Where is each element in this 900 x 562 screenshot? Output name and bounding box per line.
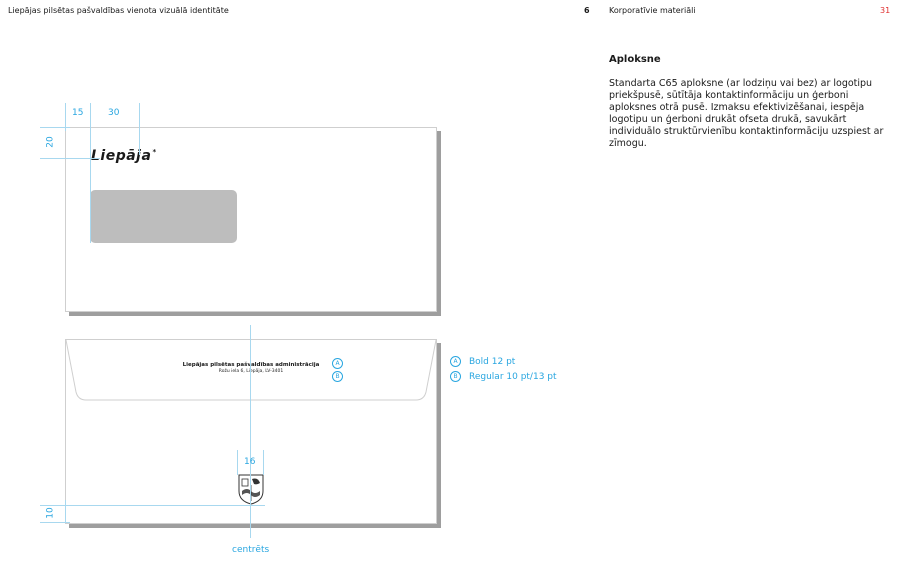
envelope-window (90, 190, 237, 243)
guide-front-20 (40, 158, 100, 159)
logo-star-icon: * (152, 148, 157, 156)
section-heading: Aploksne (609, 54, 661, 65)
logo-wordmark: Liepāja (91, 148, 152, 164)
marker-a: A (332, 358, 343, 369)
guide-back-bottom-line (40, 505, 265, 506)
guide-back-center (250, 325, 251, 538)
header-right-title: Korporatīvie materiāli (609, 6, 696, 15)
legend-marker-a: A (450, 356, 461, 367)
guide-back-left (65, 500, 66, 522)
legend-marker-b: B (450, 371, 461, 382)
header-left-title: Liepājas pilsētas pašvaldības vienota vizuālā identitāte (8, 6, 229, 15)
dim-front-side: 20 (45, 136, 56, 148)
legend-item-b (450, 371, 557, 382)
guide-crest-left (237, 450, 238, 475)
header-left-page-number: 6 (584, 6, 590, 15)
envelope-back (65, 339, 437, 524)
centered-label: centrēts (232, 545, 270, 555)
sender-block (156, 362, 346, 374)
sender-name: Liepājas pilsētas pašvaldības administrācija (182, 362, 320, 368)
dim-front-top: 30 (108, 108, 120, 118)
legend-item-a (450, 356, 515, 367)
envelope-front (65, 127, 437, 312)
dim-crest: 16 (244, 457, 256, 467)
guide-front-15 (90, 103, 91, 243)
section-body: Standarta C65 aploksne (ar lodziņu vai bez) ar logotipu priekšpusē, sūtītāja kontaktinformāciju un ģerboni aploksnes otrā pusē. Izmaksu efektivizēšanai, iespēja logotipu un ģerboni drukāt ofseta drukā, savukārt individuālo struktūrvienību kontaktinformāciju uzspiest ar zīmogu. (609, 78, 884, 149)
guide-front-top (40, 127, 70, 128)
header-right-page-number: 31 (880, 6, 891, 15)
coat-of-arms-icon (237, 473, 265, 505)
guide-crest-right (263, 450, 264, 475)
guide-front-30 (139, 103, 140, 155)
liepaja-logo (91, 148, 157, 164)
sender-address: Rožu iela 6, Liepāja, LV-3401 (218, 369, 284, 374)
marker-b: B (332, 371, 343, 382)
dim-front-left: 15 (72, 108, 84, 118)
guide-back-bottom (40, 522, 70, 523)
legend-text-a: Bold 12 pt (469, 357, 516, 367)
legend-text-b: Regular 10 pt/13 pt (469, 372, 557, 382)
dim-back-bottom: 10 (45, 507, 56, 519)
